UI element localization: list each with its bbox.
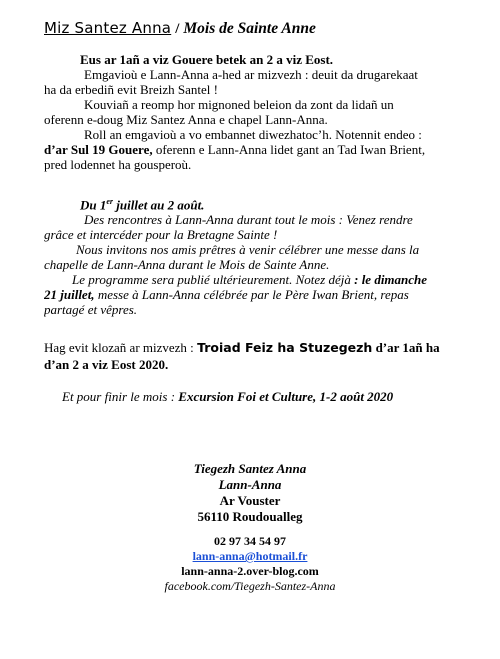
french-p3-line2 <box>44 287 456 302</box>
french-p3-line3: partagé et vêpres. <box>44 302 138 318</box>
contact-facebook[interactable]: facebook.com/Tiegezh-Santez-Anna <box>164 579 336 593</box>
contact-email-link[interactable]: lann-anna@hotmail.fr <box>192 549 308 563</box>
french-p3-line1-bold: : le dimanche <box>354 272 428 288</box>
contact-blog[interactable]: lann-anna-2.over-blog.com <box>181 564 319 578</box>
breton-p3-line3: pred lodennet ha gousperoù. <box>44 157 192 172</box>
closing-bold: Excursion Foi et Culture, 1-2 août 2020 <box>178 389 394 404</box>
festival-line2: d’an 2 a viz Eost 2020. <box>44 357 169 372</box>
festival-section <box>44 339 456 373</box>
french-p1-line1: Des rencontres à Lann-Anna durant tout le mois : Venez rendre <box>84 212 413 228</box>
contact-phone: 02 97 34 54 97 <box>214 534 286 548</box>
page-title <box>44 19 316 38</box>
festival-pre: Hag evit klozañ ar mizvezh : <box>44 340 198 355</box>
closing-pre: Et pour finir le mois : <box>62 389 179 404</box>
french-heading-post: juillet au 2 août. <box>113 197 205 213</box>
title-breton: Miz Santez Anna <box>44 19 172 37</box>
breton-heading: Eus ar 1añ a viz Gouere betek an 2 a viz Eost. <box>80 52 334 67</box>
contact-street: Ar Vouster <box>219 493 281 508</box>
french-p3-line1-pre: Le programme sera publié ultérieurement. Notez déjà <box>72 272 355 288</box>
title-separator: / <box>175 21 180 37</box>
title-french: Mois de Sainte Anne <box>183 20 316 37</box>
french-section <box>44 194 456 317</box>
breton-p1-line1: Emgavioù e Lann-Anna a-hed ar mizvezh : deuit da drugarekaat <box>84 67 418 82</box>
french-heading-pre: Du 1 <box>80 197 107 213</box>
festival-line1 <box>44 339 456 356</box>
breton-p3-date: d’ar Sul 19 Gouere, <box>44 142 153 157</box>
french-heading <box>44 194 456 212</box>
breton-p2-line1: Kouviañ a reomp hor mignoned beleion da zont da lidañ un <box>84 97 394 112</box>
breton-p3-line2-rest: oferenn e Lann-Anna lidet gant an Tad Iwan Brient, <box>152 142 426 157</box>
contact-address <box>0 461 500 525</box>
contact-details <box>0 534 500 594</box>
french-p1-line2: grâce et intercéder pour la Bretagne Sainte ! <box>44 227 278 243</box>
french-p2-line1: Nous invitons nos amis prêtres à venir célébrer une messe dans la <box>76 242 420 258</box>
closing-line <box>62 389 456 404</box>
breton-p2-line2: oferenn e-doug Miz Santez Anna e chapel Lann-Anna. <box>44 112 328 127</box>
festival-name: Troiad Feiz ha Stuzegezh <box>197 340 373 355</box>
french-heading-sup: er <box>106 197 114 206</box>
french-p3-line2-rest: messe à Lann-Anna célébrée par le Père Iwan Brient, repas <box>94 287 409 303</box>
breton-section <box>44 52 456 172</box>
contact-city: 56110 Roudoualleg <box>197 509 303 524</box>
closing-section <box>44 389 456 404</box>
festival-post: d’ar 1añ ha <box>372 340 440 355</box>
contact-org: Tiegezh Santez Anna <box>193 461 307 476</box>
french-p2-line2: chapelle de Lann-Anna durant le Mois de Sainte Anne. <box>44 257 330 273</box>
breton-p1-line2: ha da erbediñ evit Breizh Santel ! <box>44 82 218 97</box>
breton-p3-line1: Roll an emgavioù a vo embannet diwezhatoc’h. Notennit endeo : <box>84 127 422 142</box>
french-p3-line1 <box>44 272 456 287</box>
french-p3-date: 21 juillet, <box>44 287 95 303</box>
breton-p3-line2 <box>44 142 456 157</box>
contact-place: Lann-Anna <box>218 477 282 492</box>
